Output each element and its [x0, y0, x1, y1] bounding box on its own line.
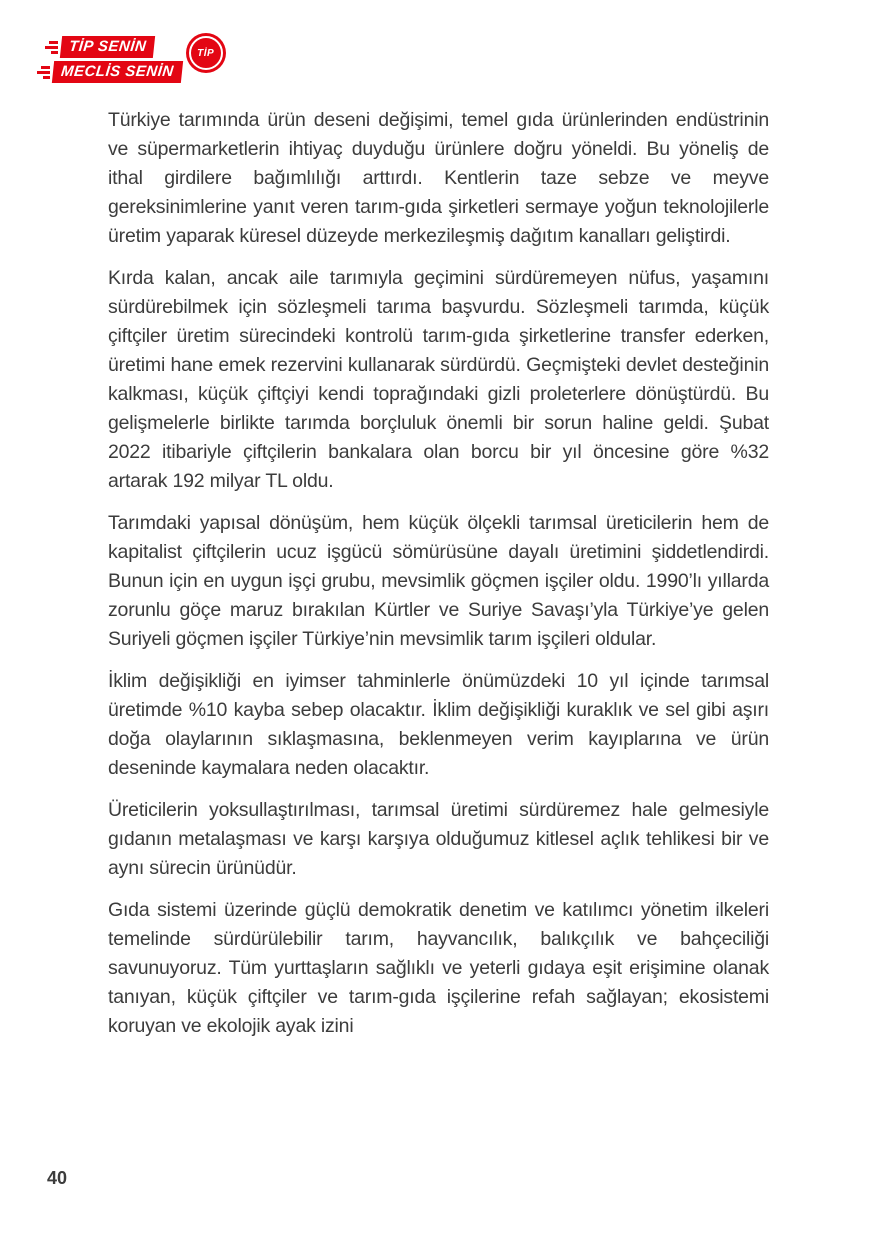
logo-text-tip-senin: TİP SENİN [60, 36, 156, 58]
logo-text-block [45, 36, 182, 83]
emblem-label: TİP [197, 47, 215, 59]
logo-text-meclis-senin: MECLİS SENİN [52, 61, 183, 83]
paragraph-3: Tarımdaki yapısal dönüşüm, hem küçük ölçekli tarımsal üreticilerin hem de kapitalist çiftçilerin ucuz işgücü sömürüsüne dayalı üretimini şiddetlendirdi. Bunun için en uygun işçi grubu, mevsimlik göçmen işçiler oldu. 1990’lı yıllarda zorunlu göçe maruz bırakılan Kürtler ve Suriye Savaşı’yla Türkiye’ye gelen Suriyeli göçmen işçiler Türkiye’nin mevsimlik tarım işçileri oldular. [108, 512, 769, 650]
paragraph-5: Üreticilerin yoksullaştırılması, tarımsal üretimi sürdüremez hale gelmesiyle gıdanın metalaşması ve karşı karşıya olduğumuz kitlesel açlık tehlikesi bir ve aynı sürecin ürünüdür. [108, 799, 769, 879]
party-logo [45, 36, 226, 83]
paragraph-2: Kırda kalan, ancak aile tarımıyla geçimini sürdüremeyen nüfus, yaşamını sürdürebilmek için sözleşmeli tarıma başvurdu. Sözleşmeli tarımda, küçük çiftçiler üretim sürecindeki kontrolü tarım-gıda şirketlerine transfer ederken, üretimi hane emek rezervini kullanarak sürdürdü. Geçmişteki devlet desteğinin kalkması, küçük çiftçiyi kendi toprağındaki gizli proleterlere dönüştürdü. Bu gelişmelerle birlikte tarımda borçluluk önemli bir sorun haline geldi. Şubat 2022 itibariyle çiftçilerin bankalara olan borcu bir yıl öncesine göre %32 artarak 192 milyar TL oldu. [108, 267, 769, 492]
logo-line-2 [37, 61, 182, 83]
page-number: 40 [47, 1168, 68, 1188]
paragraph-4: İklim değişikliği en iyimser tahminlerle önümüzdeki 10 yıl içinde tarımsal üretimde %10 kayba sebep olacaktır. İklim değişikliği kuraklık ve sel gibi aşırı doğa olaylarının sıklaşmasına, beklenmeyen verim kayıplarına ve ürün deseninde kaymalara neden olacaktır. [108, 670, 769, 779]
speed-lines-icon [45, 41, 58, 54]
paragraph-1: Türkiye tarımında ürün deseni değişimi, temel gıda ürünlerinden endüstrinin ve süpermarketlerin ihtiyaç duyduğu ürünlere doğru yöneldi. Bu yöneliş de ithal girdilere bağımlılığı arttırdı. Kentlerin taze sebze ve meyve gereksinimlerine yanıt veren tarım-gıda şirketleri sermaye yoğun teknolojilerle üretim yaparak küresel düzeyde merkezileşmiş dağıtım kanalları geliştirdi. [108, 109, 769, 247]
page-body [108, 106, 769, 1054]
logo-line-1 [45, 36, 182, 58]
paragraph-6: Gıda sistemi üzerinde güçlü demokratik denetim ve katılımcı yönetim ilkeleri temelinde sürdürülebilir tarım, hayvancılık, balıkçılık ve bahçeciliği savunuyoruz. Tüm yurttaşların sağlıklı ve yeterli gıdaya eşit erişimine olanak tanıyan, küçük çiftçiler ve tarım-gıda işçilerine refah sağlayan; ekosistemi koruyan ve ekolojik ayak izini [108, 899, 769, 1037]
speed-lines-icon [37, 66, 50, 79]
tip-party-emblem-icon [186, 33, 226, 73]
